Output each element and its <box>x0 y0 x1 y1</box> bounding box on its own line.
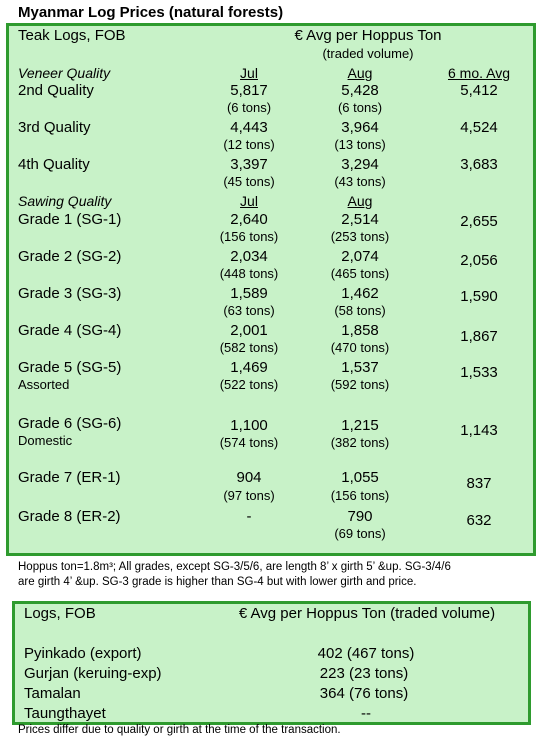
jul-price: 3,397 <box>230 156 268 173</box>
veneer-col-avg: 6 mo. Avg <box>447 65 511 81</box>
six-month-avg: 632 <box>466 512 492 529</box>
jul-price: 1,469 <box>230 359 268 376</box>
jul-volume: (574 tons) <box>219 435 279 450</box>
species-price: 364 (76 tons) <box>319 685 409 702</box>
six-month-avg: 2,655 <box>460 213 498 230</box>
six-month-avg: 1,533 <box>460 364 498 381</box>
six-month-avg: 3,683 <box>460 156 498 173</box>
aug-price: 5,428 <box>341 82 379 99</box>
species-name: Taungthayet <box>24 705 106 722</box>
aug-volume: (465 tons) <box>330 266 390 281</box>
jul-price: 904 <box>236 469 262 486</box>
aug-volume: (470 tons) <box>330 340 390 355</box>
species-price: -- <box>361 705 371 722</box>
teak-unit-heading: € Avg per Hoppus Ton <box>294 27 442 44</box>
six-month-avg: 1,143 <box>460 422 498 439</box>
hoppus-note-line: are girth 4’ &up. SG-3 grade is higher than SG-4 but with lower girth and price. <box>18 576 417 588</box>
jul-volume: (448 tons) <box>219 266 279 281</box>
jul-price: 5,817 <box>230 82 268 99</box>
grade-label: Grade 5 (SG-5) <box>18 359 122 376</box>
aug-price: 1,858 <box>341 322 379 339</box>
grade-label: Grade 1 (SG-1) <box>18 211 122 228</box>
hoppus-note-line: Hoppus ton=1.8m³; All grades, except SG-3/5/6, are length 8’ x girth 5’ &up. SG-3/4/6 <box>18 561 451 573</box>
grade-label: Grade 8 (ER-2) <box>18 508 121 525</box>
species-name: Tamalan <box>24 685 81 702</box>
aug-price: 2,514 <box>341 211 379 228</box>
aug-volume: (13 tons) <box>334 137 386 152</box>
six-month-avg: 1,590 <box>460 288 498 305</box>
aug-price: 1,055 <box>341 469 379 486</box>
veneer-col-aug: Aug <box>347 65 373 81</box>
hoppus-note <box>18 560 533 590</box>
veneer-quality-label: Veneer Quality <box>18 65 111 81</box>
six-month-avg: 4,524 <box>460 119 498 136</box>
grade-label: Grade 4 (SG-4) <box>18 322 122 339</box>
jul-volume: (582 tons) <box>219 340 279 355</box>
grade-label: Grade 6 (SG-6) <box>18 415 122 432</box>
veneer-col-jul: Jul <box>240 65 258 81</box>
aug-volume: (253 tons) <box>330 229 390 244</box>
species-price: 402 (467 tons) <box>317 645 415 662</box>
species-name: Gurjan (keruing-exp) <box>24 665 162 682</box>
grade-label: Grade 3 (SG-3) <box>18 285 122 302</box>
aug-volume: (382 tons) <box>330 435 390 450</box>
aug-volume: (6 tons) <box>337 100 383 115</box>
sawing-col-aug: Aug <box>347 193 373 209</box>
sawing-quality-label: Sawing Quality <box>18 193 112 209</box>
aug-price: 3,294 <box>341 156 379 173</box>
aug-volume: (69 tons) <box>334 526 386 541</box>
grade-label: Grade 2 (SG-2) <box>18 248 122 265</box>
page-title: Myanmar Log Prices (natural forests) <box>18 4 284 21</box>
grade-sublabel: Assorted <box>18 377 70 392</box>
jul-price: 4,443 <box>230 119 268 136</box>
grade-label: 3rd Quality <box>18 119 91 136</box>
prices-footnote: Prices differ due to quality or girth at the time of the transaction. <box>18 724 341 736</box>
sawing-col-jul: Jul <box>240 193 258 209</box>
jul-volume: (97 tons) <box>223 488 275 503</box>
six-month-avg: 837 <box>466 475 492 492</box>
aug-price: 1,537 <box>341 359 379 376</box>
jul-volume: (156 tons) <box>219 229 279 244</box>
jul-price: 2,001 <box>230 322 268 339</box>
species-price: 223 (23 tons) <box>319 665 409 682</box>
grade-label: Grade 7 (ER-1) <box>18 469 121 486</box>
aug-price: 1,462 <box>341 285 379 302</box>
teak-heading: Teak Logs, FOB <box>18 27 126 44</box>
aug-price: 1,215 <box>341 417 379 434</box>
aug-volume: (58 tons) <box>334 303 386 318</box>
aug-volume: (43 tons) <box>334 174 386 189</box>
aug-price: 2,074 <box>341 248 379 265</box>
jul-price: 1,589 <box>230 285 268 302</box>
aug-volume: (592 tons) <box>330 377 390 392</box>
grade-label: 4th Quality <box>18 156 90 173</box>
grade-label: 2nd Quality <box>18 82 94 99</box>
jul-volume: (6 tons) <box>226 100 272 115</box>
jul-price: 2,640 <box>230 211 268 228</box>
six-month-avg: 1,867 <box>460 328 498 345</box>
grade-sublabel: Domestic <box>18 433 73 448</box>
jul-volume: (45 tons) <box>223 174 275 189</box>
jul-price: - <box>246 508 252 525</box>
six-month-avg: 2,056 <box>460 252 498 269</box>
aug-volume: (156 tons) <box>330 488 390 503</box>
aug-price: 790 <box>347 508 373 525</box>
jul-volume: (63 tons) <box>223 303 275 318</box>
jul-volume: (12 tons) <box>223 137 275 152</box>
logs-heading: Logs, FOB <box>24 605 96 622</box>
logs-unit-heading: € Avg per Hoppus Ton (traded volume) <box>238 605 496 622</box>
jul-price: 2,034 <box>230 248 268 265</box>
six-month-avg: 5,412 <box>460 82 498 99</box>
aug-price: 3,964 <box>341 119 379 136</box>
teak-unit-subheading: (traded volume) <box>322 46 414 61</box>
jul-price: 1,100 <box>230 417 268 434</box>
jul-volume: (522 tons) <box>219 377 279 392</box>
species-name: Pyinkado (export) <box>24 645 142 662</box>
